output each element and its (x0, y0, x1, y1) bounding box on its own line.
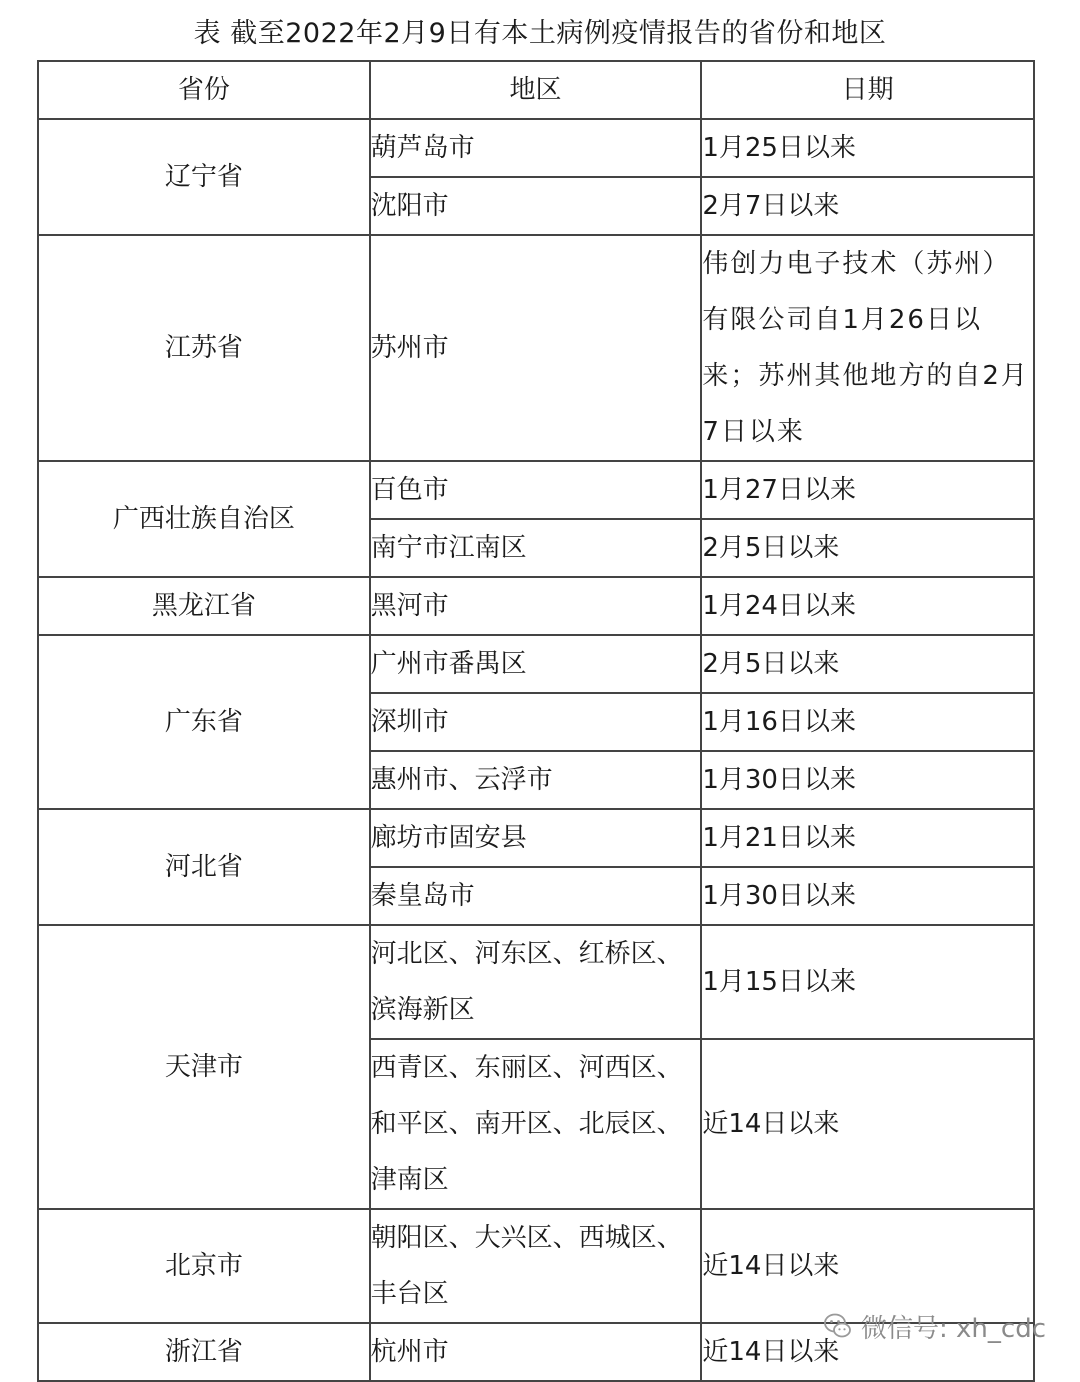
region-cell: 杭州市 (370, 1323, 702, 1381)
date-cell: 近14日以来 (701, 1039, 1034, 1209)
region-cell: 河北区、河东区、红桥区、滨海新区 (370, 925, 702, 1039)
date-cell: 伟创力电子技术（苏州）有限公司自1月26日以来；苏州其他地方的自2月7日以来 (701, 235, 1034, 461)
province-cell: 辽宁省 (38, 119, 370, 235)
date-cell: 1月21日以来 (701, 809, 1034, 867)
date-cell: 1月16日以来 (701, 693, 1034, 751)
date-cell: 1月30日以来 (701, 867, 1034, 925)
date-cell: 1月25日以来 (701, 119, 1034, 177)
wechat-icon (823, 1311, 853, 1341)
region-cell: 西青区、东丽区、河西区、和平区、南开区、北辰区、津南区 (370, 1039, 702, 1209)
province-cell: 北京市 (38, 1209, 370, 1323)
table-row (38, 119, 1034, 177)
table-row (38, 925, 1034, 1039)
province-cell: 天津市 (38, 925, 370, 1209)
table-row (38, 809, 1034, 867)
region-cell: 廊坊市固安县 (370, 809, 702, 867)
watermark (823, 1306, 1046, 1346)
date-cell: 2月5日以来 (701, 635, 1034, 693)
region-cell: 深圳市 (370, 693, 702, 751)
date-cell: 近14日以来 (701, 1323, 1034, 1381)
region-cell: 惠州市、云浮市 (370, 751, 702, 809)
table-header-row (38, 61, 1034, 119)
region-cell: 百色市 (370, 461, 702, 519)
table-row (38, 235, 1034, 461)
province-cell: 广东省 (38, 635, 370, 809)
province-cell: 广西壮族自治区 (38, 461, 370, 577)
region-cell: 南宁市江南区 (370, 519, 702, 577)
report-table (37, 60, 1035, 1382)
date-cell: 1月30日以来 (701, 751, 1034, 809)
date-cell: 1月24日以来 (701, 577, 1034, 635)
region-cell: 葫芦岛市 (370, 119, 702, 177)
province-cell: 河北省 (38, 809, 370, 925)
table-row (38, 577, 1034, 635)
region-cell: 朝阳区、大兴区、西城区、丰台区 (370, 1209, 702, 1323)
region-cell: 秦皇岛市 (370, 867, 702, 925)
date-cell: 近14日以来 (701, 1209, 1034, 1323)
date-cell: 1月15日以来 (701, 925, 1034, 1039)
province-cell: 江苏省 (38, 235, 370, 461)
date-cell: 1月27日以来 (701, 461, 1034, 519)
header-date: 日期 (701, 61, 1034, 119)
region-cell: 苏州市 (370, 235, 702, 461)
region-cell: 广州市番禺区 (370, 635, 702, 693)
region-cell: 黑河市 (370, 577, 702, 635)
date-cell: 2月7日以来 (701, 177, 1034, 235)
table-title: 表 截至2022年2月9日有本土病例疫情报告的省份和地区 (193, 18, 887, 49)
table-row (38, 461, 1034, 519)
province-cell: 黑龙江省 (38, 577, 370, 635)
date-cell: 2月5日以来 (701, 519, 1034, 577)
watermark-text: 微信号: xh_cdc (861, 1313, 1046, 1344)
province-cell: 浙江省 (38, 1323, 370, 1381)
header-province: 省份 (38, 61, 370, 119)
header-region: 地区 (370, 61, 702, 119)
region-cell: 沈阳市 (370, 177, 702, 235)
table-row (38, 635, 1034, 693)
